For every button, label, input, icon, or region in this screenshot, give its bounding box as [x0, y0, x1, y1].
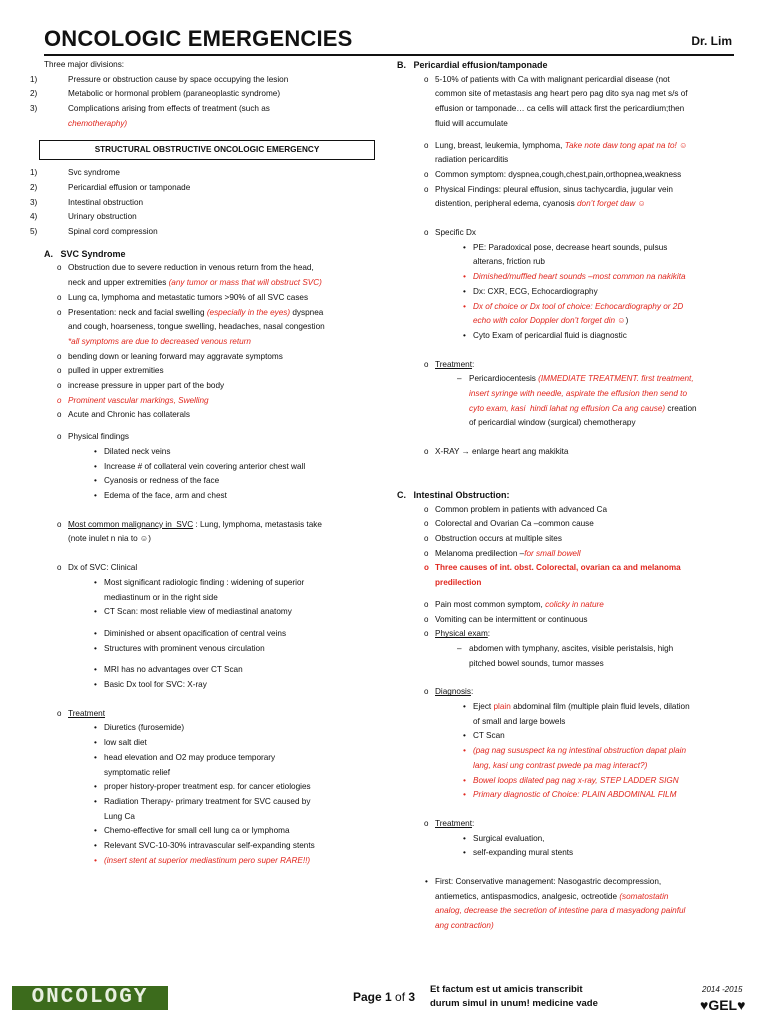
- physical-findings-heading: o Physical findings: [68, 430, 380, 445]
- svc-dx-item-cont: mediastinum or in the right side: [104, 592, 218, 602]
- intestinal-item: o Three causes of int. obst. Colorectal, ovarian ca and melanoma: [435, 561, 735, 576]
- diagnosis-item: • Primary diagnostic of Choice: PLAIN ABDOMINAL FILM: [473, 788, 735, 803]
- physical-exam-heading: o Physical exam:: [435, 627, 735, 642]
- pericardial-treatment-item: – Pericardiocentesis (IMMEDIATE TREATMENT. first treatment,: [469, 372, 735, 387]
- svc-treatment-item-cont: symptomatic relief: [104, 767, 170, 777]
- structural-item: 5) Spinal cord compression: [30, 227, 158, 237]
- intestinal-item: o Common problem in patients with advanced Ca: [435, 503, 735, 518]
- pericardial-item: o 5-10% of patients with Ca with malignant pericardial disease (not: [435, 73, 735, 88]
- division-3: 3) Complications arising from effects of treatment (such as: [30, 104, 270, 114]
- svc-treatment-item: • head elevation and O2 may produce temporary: [104, 751, 380, 766]
- first-management-item: • First: Conservative management: Nasogastric decompression,: [435, 875, 735, 890]
- svc-dx-item: • MRI has no advantages over CT Scan: [104, 663, 380, 678]
- pericardial-item-cont: common site of metastasis ang heart pero pag dito sya nag met s/s of: [435, 89, 688, 99]
- specific-dx-heading: o Specific Dx: [435, 226, 735, 241]
- division-2: 2) Metabolic or hormonal problem (paraneoplastic syndrome): [30, 89, 281, 99]
- svc-dx-item: • Diminished or absent opacification of central veins: [104, 627, 380, 642]
- specific-dx-item: • Dx of choice or Dx tool of choice: Echocardiography or 2D: [473, 300, 735, 315]
- most-common-note: (note inulet n nia to ☺): [68, 534, 152, 544]
- svc-treatment-item: • Radiation Therapy- primary treatment for SVC caused by: [104, 795, 380, 810]
- svc-treatment-item: • (insert stent at superior mediastinum pero super RARE!!): [104, 854, 380, 869]
- first-management-cont: antiemetics, antispasmodics, analgesic, octreotide (somatostatin: [435, 891, 669, 901]
- svc-treatment-item: • low salt diet: [104, 736, 380, 751]
- pericardial-treatment-cont: cyto exam, kasi hindi lahat ng effusion Ca ang cause) creation: [469, 403, 697, 413]
- specific-dx-item: • PE: Paradoxical pose, decrease heart sounds, pulsus: [473, 241, 735, 256]
- specific-dx-item: • Dimished/muffled heart sounds –most common na nakikita: [473, 270, 735, 285]
- svc-item: o Prominent vascular markings, Swelling: [68, 394, 380, 409]
- pericardial-treatment-cont: of pericardial window (surgical) chemotherapy: [469, 418, 636, 428]
- svc-heading: A. SVC Syndrome: [44, 248, 126, 259]
- page-number: Page 1 of 3: [353, 990, 416, 1004]
- svc-dx-item: • Structures with prominent venous circulation: [104, 642, 380, 657]
- svc-dx-item: • Basic Dx tool for SVC: X-ray: [104, 678, 380, 693]
- physical-finding: • Increase # of collateral vein covering anterior chest wall: [104, 460, 380, 475]
- pericardial-item-cont: effusion or tamponade… ca cells will attack first the pericardium;then: [435, 104, 685, 114]
- intestinal-item: o Colorectal and Ovarian Ca –common cause: [435, 517, 735, 532]
- svc-dx-item: • Most significant radiologic finding : widening of superior: [104, 576, 380, 591]
- svc-item: o Obstruction due to severe reduction in venous return from the head,: [68, 261, 380, 276]
- intestinal-item: o Vomiting can be intermittent or continuous: [435, 613, 735, 628]
- intro-text: Three major divisions:: [44, 60, 125, 69]
- intestinal-treatment-item: • self-expanding mural stents: [473, 846, 735, 861]
- footer-quote: Et factum est ut amicis transcribit durum simul in unum! medicine vade: [430, 984, 598, 1009]
- specific-dx-item: • Cyto Exam of pericardial fluid is diagnostic: [473, 329, 735, 344]
- physical-exam-item-cont: pitched bowel sounds, tumor masses: [469, 658, 604, 668]
- structural-item: 1) Svc syndrome: [30, 168, 120, 178]
- svc-treatment-heading: o Treatment: [68, 707, 380, 722]
- intestinal-treatment-heading: o Treatment:: [435, 817, 735, 832]
- pericardial-treatment-cont: insert syringe with needle, aspirate the effusion then send to: [469, 389, 688, 399]
- diagnosis-heading: o Diagnosis:: [435, 685, 735, 700]
- pericardial-heading: B. Pericardial effusion/tamponade: [397, 60, 548, 70]
- svc-treatment-item: • Relevant SVC-10-30% intravascular self-expanding stents: [104, 839, 380, 854]
- pericardial-item-cont: fluid will accumulate: [435, 118, 508, 128]
- svc-note: *all symptoms are due to decreased venous return: [68, 336, 251, 346]
- footer-year: 2014 -2015: [702, 985, 743, 994]
- svc-treatment-item: • Diuretics (furosemide): [104, 721, 380, 736]
- svc-treatment-item: • proper history-proper treatment esp. for cancer etiologies: [104, 780, 380, 795]
- physical-finding: • Dilated neck veins: [104, 445, 380, 460]
- intestinal-item-cont: predilection: [435, 578, 482, 588]
- pericardial-item: o Physical Findings: pleural effusion, sinus tachycardia, jugular vein: [435, 183, 735, 198]
- pericardial-treatment-heading: o Treatment:: [435, 358, 735, 373]
- svc-item: o pulled in upper extremities: [68, 364, 380, 379]
- xray-item: o X-RAY → enlarge heart ang makikita: [435, 445, 735, 460]
- svc-item: o bending down or leaning forward may aggravate symptoms: [68, 350, 380, 365]
- physical-finding: • Edema of the face, arm and chest: [104, 489, 380, 504]
- pericardial-item: o Common symptom: dyspnea,cough,chest,pain,orthopnea,weakness: [435, 168, 735, 183]
- right-column: [397, 58, 735, 934]
- page-header: [44, 26, 734, 56]
- diagnosis-item-cont: lang, kasi ung contrast pwede pa mag interact?): [473, 760, 648, 770]
- author-name: Dr. Lim: [691, 34, 732, 48]
- diagnosis-item: • (pag nag sususpect ka ng intestinal obstruction dapat plain: [473, 744, 735, 759]
- svc-treatment-item: • Chemo-effective for small cell lung ca or lymphoma: [104, 824, 380, 839]
- oncology-logo: ONCOLOGY: [12, 986, 168, 1010]
- diagnosis-item: • CT Scan: [473, 729, 735, 744]
- svc-item-cont: and cough, hoarseness, tongue swelling, headaches, nasal congestion: [68, 322, 325, 332]
- diagnosis-item: • Eject plain abdominal film (multiple plain fluid levels, dilation: [473, 700, 735, 715]
- footer-gel-mark: ♥GEL♥: [700, 997, 746, 1013]
- specific-dx-item: • Dx: CXR, ECG, Echocardiography: [473, 285, 735, 300]
- pericardial-item: o Lung, breast, leukemia, lymphoma, Take note daw tong apat na to! ☺: [435, 139, 735, 154]
- intestinal-item: o Melanoma predilection –for small bowell: [435, 547, 735, 562]
- structural-item: 3) Intestinal obstruction: [30, 197, 144, 207]
- physical-finding: • Cyanosis or redness of the face: [104, 474, 380, 489]
- most-common-malignancy: o Most common malignancy in SVC : Lung, lymphoma, metastasis take: [68, 518, 380, 533]
- intestinal-heading: C. Intestinal Obstruction:: [397, 489, 510, 500]
- svc-dx-heading: o Dx of SVC: Clinical: [68, 561, 380, 576]
- diagnosis-item: • Bowel loops dilated pag nag x-ray, STEP LADDER SIGN: [473, 774, 735, 789]
- division-3-cont: chemotheraphy): [68, 118, 128, 128]
- physical-exam-item: – abdomen with tymphany, ascites, visible peristalsis, high: [469, 642, 735, 657]
- division-1: 1) Pressure or obstruction cause by space occupying the lesion: [30, 74, 289, 84]
- first-management-cont: analog, decrease the secretion of intestine para d masyadong painful: [435, 906, 686, 916]
- svc-item: o increase pressure in upper part of the body: [68, 379, 380, 394]
- first-management-cont: ang contraction): [435, 921, 494, 931]
- structural-box-title: STRUCTURAL OBSTRUCTIVE ONCOLOGIC EMERGENCY: [39, 140, 375, 161]
- page-title: ONCOLOGIC EMERGENCIES: [44, 26, 353, 51]
- pericardial-item-cont: radiation pericarditis: [435, 155, 509, 165]
- structural-item: 2) Pericardial effusion or tamponade: [30, 182, 191, 192]
- specific-dx-item-cont: alterans, friction rub: [473, 257, 545, 267]
- svc-treatment-item-cont: Lung Ca: [104, 811, 135, 821]
- specific-dx-item-cont: echo with color Doppler don’t forget din ☺): [473, 316, 629, 326]
- pericardial-item-cont: distention, peripheral edema, cyanosis don’t forget daw ☺: [435, 199, 646, 209]
- svc-dx-item: • CT Scan: most reliable view of mediastinal anatomy: [104, 605, 380, 620]
- svc-item: o Acute and Chronic has collaterals: [68, 408, 380, 423]
- diagnosis-item-cont: of small and large bowels: [473, 716, 566, 726]
- svc-item: o Lung ca, lymphoma and metastatic tumors >90% of all SVC cases: [68, 291, 380, 306]
- structural-item: 4) Urinary obstruction: [30, 212, 137, 222]
- intestinal-item: o Pain most common symptom, colicky in nature: [435, 598, 735, 613]
- intestinal-treatment-item: • Surgical evaluation,: [473, 832, 735, 847]
- left-column: [30, 58, 380, 868]
- intestinal-item: o Obstruction occurs at multiple sites: [435, 532, 735, 547]
- svc-item: o Presentation: neck and facial swelling (especially in the eyes) dyspnea: [68, 306, 380, 321]
- svc-item-cont: neck and upper extremities (any tumor or mass that will obstruct SVC): [68, 278, 322, 288]
